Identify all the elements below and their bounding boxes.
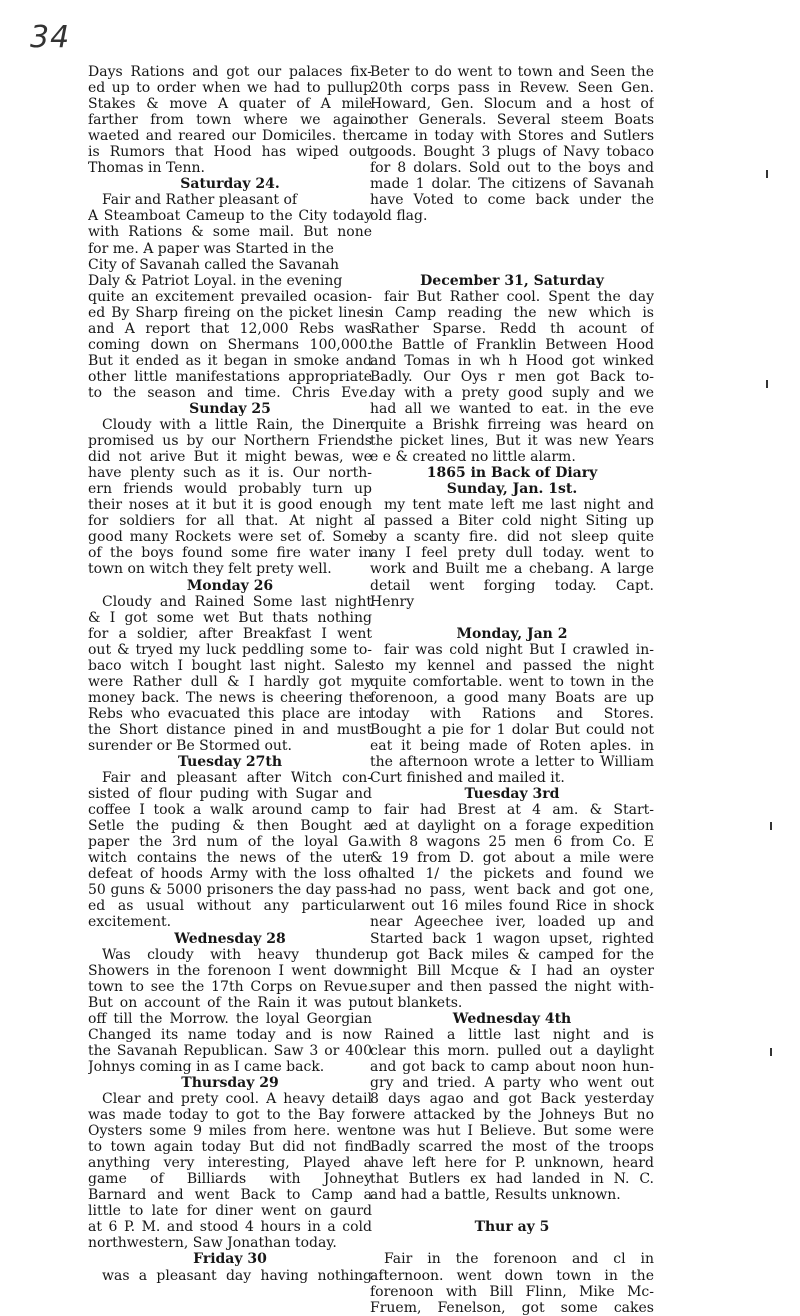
text-line: and Tomas in wh h Hood got winked [370, 352, 654, 369]
text-line: was a pleasant day having nothing [102, 1267, 372, 1284]
text-line: have Voted to come back under the [370, 192, 654, 209]
text-line: Howard, Gen. Slocum and a host of [370, 96, 654, 113]
text-line: for 8 dolars. Sold out to the boys and [370, 160, 654, 177]
text-line: & I got some wet But thats nothing [88, 609, 372, 626]
blank-space [370, 1235, 654, 1251]
text-line: good many Rockets were set of. Some [88, 529, 372, 546]
text-line: ed as usual without any particular [88, 898, 372, 915]
diary-date-heading: December 31, Saturday [420, 272, 604, 289]
text-line: at 6 P. M. and stood 4 hours in a cold [88, 1219, 372, 1236]
text-line: did not arive But it might bewas, we [88, 449, 372, 466]
text-line: baco witch I bought last night. Sales [88, 657, 372, 674]
margin-mark [766, 170, 768, 178]
text-line: waeted and reared our Domiciles. ther [88, 128, 372, 145]
diary-date-heading: Friday 30 [193, 1251, 267, 1268]
text-line: made 1 dolar. The citizens of Savanah [370, 176, 654, 193]
text-line: the Battle of Franklin Between Hood [370, 336, 654, 353]
diary-date-heading: Monday, Jan 2 [456, 625, 568, 642]
text-line: eat it being made of Roten aples. in [370, 737, 654, 754]
text-line: Fair and pleasant after Witch con- [102, 770, 372, 787]
blank-space [370, 610, 654, 626]
text-line: Fair and Rather pleasant of [102, 192, 298, 209]
text-line: e e & created no little alarm. [370, 449, 576, 466]
text-line: fair But Rather cool. Spent the day [384, 288, 654, 305]
text-line: Rained a little last night and is [384, 1026, 654, 1043]
text-line: farther from town where we again [88, 112, 372, 129]
diary-date-heading: Wednesday 28 [174, 930, 286, 947]
text-line: was made today to got to the Bay for [88, 1107, 372, 1124]
text-line: 20th corps pass in Revew. Seen Gen. [370, 80, 654, 97]
diary-date-heading: Wednesday 4th [452, 1010, 572, 1027]
text-line: had all we wanted to eat. in the eve [370, 400, 654, 417]
page-number: 34 [30, 20, 71, 55]
diary-date-heading: 1865 in Back of Diary [426, 465, 598, 482]
text-line: Showers in the forenoon I went down [88, 962, 372, 979]
right-column [370, 64, 654, 1316]
text-line: surender or Be Stormed out. [88, 737, 293, 754]
text-line: quite comfortable. went to town in the [370, 673, 654, 690]
text-line: by a scanty fire. did not sleep quite [370, 529, 654, 546]
blank-space [370, 224, 654, 272]
text-line: Fruem, Fenelson, got some cakes [370, 1299, 654, 1316]
left-column [88, 64, 372, 1284]
text-line: for a soldier, after Breakfast I went [88, 625, 372, 642]
text-line: Stakes & move A quater of A mile [88, 96, 372, 113]
text-line: Changed its name today and is now [88, 1026, 372, 1043]
text-line: northwestern, Saw Jonathan today. [88, 1235, 337, 1252]
text-line: off till the Morrow. the loyal Georgian [88, 1010, 372, 1027]
text-line: money back. The news is cheering the [88, 689, 372, 706]
text-line: Clear and prety cool. A heavy detail [102, 1091, 372, 1107]
diary-date-heading: Sunday, Jan. 1st. [446, 481, 578, 498]
text-line: came in today with Stores and Sutlers [370, 128, 654, 145]
text-line: Henry [370, 593, 415, 610]
text-line: gry and tried. A party who went out [370, 1074, 654, 1091]
text-line: other little manifestations appropriate [88, 368, 372, 385]
diary-date-heading: Tuesday 3rd [464, 786, 560, 803]
text-line: But it ended as it began in smoke and [88, 352, 372, 369]
text-line: with 8 wagons 25 men 6 from Co. E [370, 834, 654, 851]
text-line: coming down on Shermans 100,000. [88, 336, 372, 353]
text-line: Fair in the forenoon and cl in [384, 1251, 654, 1268]
text-line: Badly scarred the most of the troops [370, 1139, 654, 1156]
text-line: 50 guns & 5000 prisoners the day pass- [88, 882, 372, 899]
margin-mark [766, 380, 768, 388]
text-line: up got Back miles & camped for the [370, 946, 654, 963]
text-line: quite an excitement prevailed ocasion- [88, 288, 372, 305]
text-line: old flag. [370, 208, 428, 225]
text-line: of the boys found some fire water in [88, 545, 372, 562]
text-line: quite a Brishk firreing was heard on [370, 417, 654, 434]
blank-space [370, 1203, 654, 1219]
text-line: Bought a pie for 1 dolar But could not [370, 721, 654, 738]
text-line: defeat of hoods Army with the loss of [88, 866, 372, 883]
text-line: Beter to do went to town and Seen the [370, 64, 654, 80]
text-line: Oysters some 9 miles from here. went [88, 1123, 372, 1140]
text-line: other Generals. Several steem Boats [370, 112, 654, 129]
text-line: have plenty such as it is. Our north- [88, 465, 372, 482]
text-line: ern friends would probably turn up [88, 481, 372, 498]
diary-date-heading: Thur ay 5 [474, 1219, 550, 1236]
text-line: town to see the 17th Corps on Revue. [88, 978, 372, 995]
text-line: fair had Brest at 4 am. & Start- [384, 802, 654, 819]
text-line: City of Savanah called the Savanah [88, 256, 340, 273]
text-line: any I feel prety dull today. went to [370, 545, 654, 562]
text-line: ed By Sharp fireing on the picket lines [88, 304, 372, 321]
text-line: paper the 3rd num of the loyal Ga. [88, 834, 372, 851]
text-line: Rebs who evacuated this place are in [88, 705, 372, 722]
text-line: Curt finished and mailed it. [370, 770, 565, 787]
text-line: went out 16 miles found Rice in shock [370, 898, 654, 915]
text-line: sisted of flour puding with Sugar and [88, 786, 372, 803]
text-line: A Steamboat Cameup to the City today [88, 208, 372, 225]
text-line: Daly & Patriot Loyal. in the evening [88, 272, 343, 289]
text-line: anything very interesting, Played a [88, 1155, 372, 1172]
text-line: coffee I took a walk around camp to [88, 802, 372, 819]
text-line: fair was cold night But I crawled in- [384, 641, 654, 658]
text-line: halted 1/ the pickets and found we [370, 866, 654, 883]
text-line: out & tryed my luck peddling some to- [88, 641, 372, 658]
text-line: I passed a Biter cold night Siting up [370, 513, 654, 530]
text-line: Thomas in Tenn. [88, 160, 206, 177]
diary-date-heading: Monday 26 [186, 577, 274, 594]
text-line: with Rations & some mail. But none [88, 224, 372, 241]
text-line: and got back to camp about noon hun- [370, 1058, 654, 1075]
text-line: were Rather dull & I hardly got my [88, 673, 372, 690]
text-line: had no pass, went back and got one, [370, 882, 654, 899]
text-line: the afternoon wrote a letter to William [370, 754, 654, 771]
text-line: and had a battle, Results unknown. [370, 1187, 621, 1204]
text-line: afternoon. went down town in the [370, 1267, 654, 1284]
text-line: Rather Sparse. Redd th acount of [370, 320, 654, 337]
text-line: to town again today But did not find [88, 1139, 372, 1156]
text-line: super and then passed the night with- [370, 978, 654, 995]
text-line: ed at daylight on a forage expedition [370, 818, 654, 835]
text-line: their noses at it but it is good enough [88, 497, 372, 514]
text-line: ed up to order when we had to pullup [88, 80, 372, 97]
margin-mark [770, 1048, 772, 1056]
text-line: Was cloudy with heavy thunder [102, 946, 372, 963]
text-line: that Butlers ex had landed in N. C. [370, 1171, 654, 1188]
text-line: 8 days agao and got Back yesterday [370, 1091, 654, 1107]
margin-mark [770, 822, 772, 830]
text-line: near Ageechee iver, loaded up and [370, 914, 654, 931]
diary-date-heading: Sunday 25 [189, 400, 271, 417]
diary-date-heading: Saturday 24. [180, 176, 280, 193]
text-line: today with Rations and Stores. [370, 705, 654, 722]
text-line: to the season and time. Chris Eve. [88, 384, 372, 401]
text-line: promised us by our Northern Friends [88, 433, 372, 450]
text-line: clear this morn. pulled out a daylight [370, 1042, 654, 1059]
text-line: and A report that 12,000 Rebs was [88, 320, 372, 337]
text-line: for me. A paper was Started in the [88, 240, 334, 257]
text-line: Cloudy with a little Rain, the Diner [102, 417, 372, 434]
text-line: day with a prety good suply and we [370, 384, 654, 401]
text-line: Johnys coming in as I came back. [88, 1058, 325, 1075]
text-line: game of Billiards with Johney [88, 1171, 372, 1188]
text-line: & 19 from D. got about a mile were [370, 850, 654, 867]
text-line: Setle the puding & then Bought a [88, 818, 372, 835]
text-line: night Bill Mcque & I had an oyster [370, 962, 654, 979]
text-line: is Rumors that Hood has wiped out [88, 144, 372, 161]
text-line: were attacked by the Johneys But no [370, 1107, 654, 1124]
text-line: the Savanah Republican. Saw 3 or 400 [88, 1042, 372, 1059]
text-line: to my kennel and passed the night [370, 657, 654, 674]
text-line: goods. Bought 3 plugs of Navy tobaco [370, 144, 654, 161]
text-line: work and Built me a chebang. A large [370, 561, 654, 578]
text-line: Cloudy and Rained Some last night [102, 593, 372, 610]
diary-date-heading: Tuesday 27th [177, 754, 283, 771]
text-line: Barnard and went Back to Camp a [88, 1187, 372, 1204]
text-line: witch contains the news of the uter [88, 850, 372, 867]
text-line: for soldiers for all that. At night a [88, 513, 372, 530]
text-line: the picket lines, But it was new Years [370, 433, 654, 450]
text-line: the Short distance pined in and must [88, 721, 372, 738]
text-line: out blankets. [370, 994, 463, 1011]
text-line: forenoon with Bill Flinn, Mike Mc- [370, 1283, 654, 1300]
text-line: in Camp reading the new which is [370, 304, 654, 321]
text-line: detail went forging today. Capt. [370, 577, 654, 594]
text-line: Days Rations and got our palaces fix- [88, 64, 372, 80]
diary-date-heading: Thursday 29 [181, 1074, 279, 1091]
text-line: Started back 1 wagon upset, righted [370, 930, 654, 947]
text-line: town on witch they felt prety well. [88, 561, 332, 578]
text-line: excitement. [88, 914, 172, 931]
text-line: have left here for P. unknown, heard [370, 1155, 654, 1172]
text-line: But on account of the Rain it was put [88, 994, 372, 1011]
text-line: forenoon, a good many Boats are up [370, 689, 654, 706]
text-line: my tent mate left me last night and [384, 497, 654, 514]
text-line: one was hut I Believe. But some were [370, 1123, 654, 1140]
text-line: little to late for diner went on gaurd [88, 1203, 372, 1220]
text-line: Badly. Our Oys r men got Back to- [370, 368, 654, 385]
